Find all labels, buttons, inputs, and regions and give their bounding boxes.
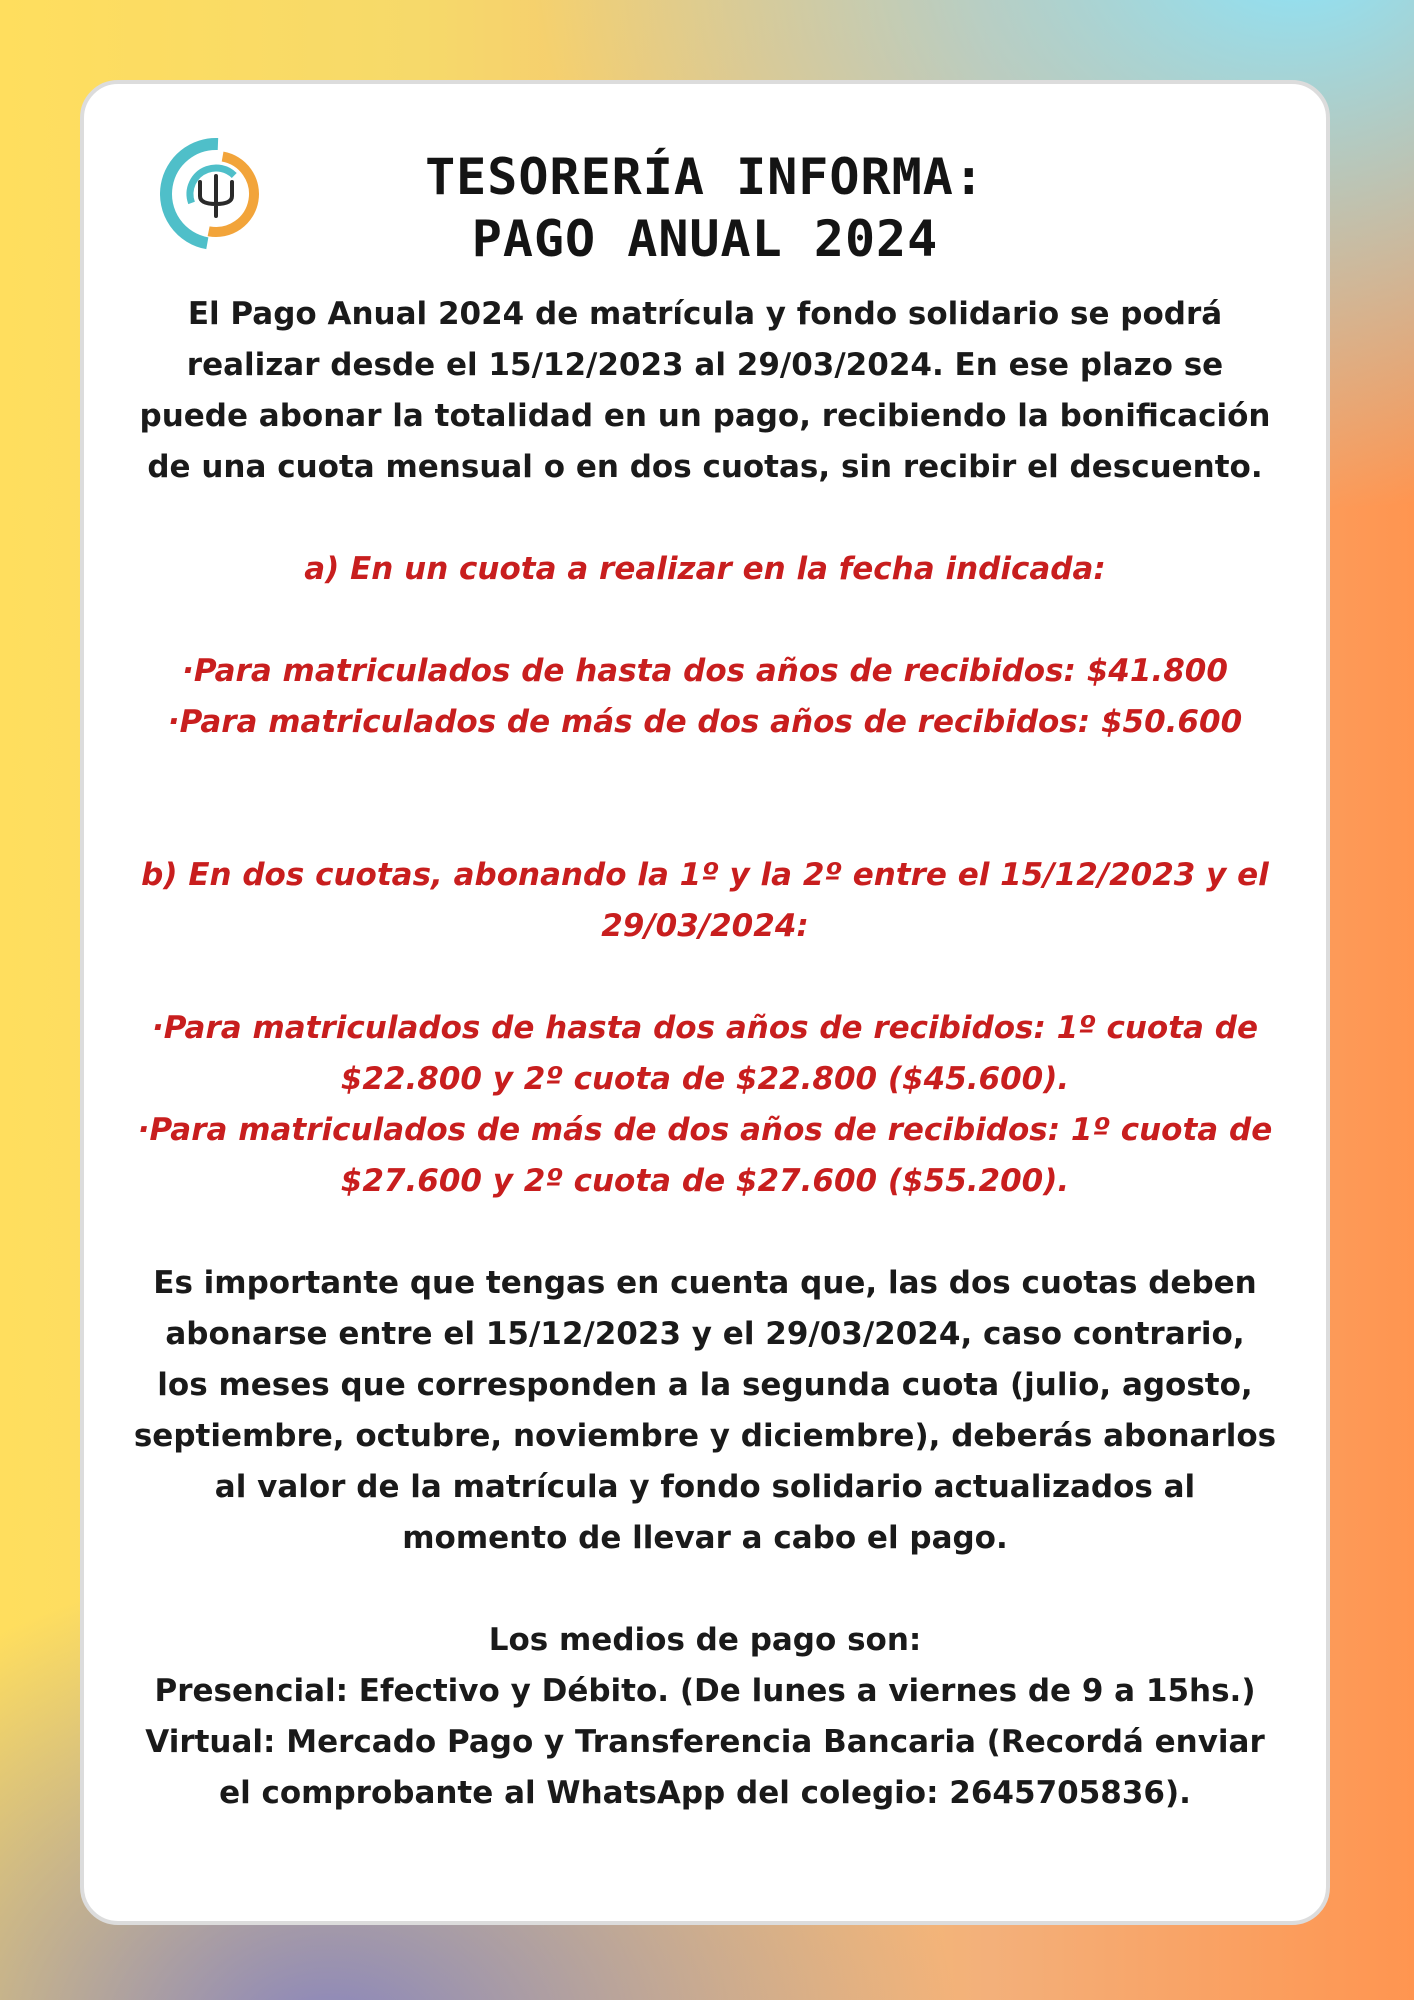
intro-line: puede abonar la totalidad en un pago, recibiendo la bonificación: [139, 398, 1271, 434]
option-a-item: ·Para matriculados de hasta dos años de recibidos: $41.800: [182, 653, 1228, 689]
option-b-item: ·Para matriculados de más de dos años de recibidos: 1º cuota de: [137, 1112, 1273, 1148]
option-b-heading: b) En dos cuotas, abonando la 1º y la 2º entre el 15/12/2023 y el: [141, 857, 1269, 893]
option-b-item: $22.800 y 2º cuota de $22.800 ($45.600).: [340, 1061, 1070, 1097]
announcement-body: [124, 289, 1286, 1819]
note-line: al valor de la matrícula y fondo solidario actualizados al: [214, 1469, 1196, 1505]
option-a-heading: a) En un cuota a realizar en la fecha indicada:: [304, 551, 1106, 587]
intro-line: de una cuota mensual o en dos cuotas, sin recibir el descuento.: [147, 449, 1263, 485]
announcement-card: [80, 80, 1330, 1925]
page-title: [84, 146, 1326, 270]
title-line-2: PAGO ANUAL 2024: [471, 210, 939, 268]
option-b-heading: 29/03/2024:: [601, 908, 809, 944]
note-line: Es importante que tengas en cuenta que, las dos cuotas deben: [153, 1265, 1257, 1301]
option-b-item: $27.600 y 2º cuota de $27.600 ($55.200).: [340, 1163, 1070, 1199]
payment-line: Virtual: Mercado Pago y Transferencia Bancaria (Recordá enviar: [145, 1724, 1265, 1760]
option-a-item: ·Para matriculados de más de dos años de recibidos: $50.600: [167, 704, 1243, 740]
intro-line: realizar desde el 15/12/2023 al 29/03/2024. En ese plazo se: [186, 347, 1224, 383]
note-line: los meses que corresponden a la segunda cuota (julio, agosto,: [157, 1367, 1253, 1403]
intro-line: El Pago Anual 2024 de matrícula y fondo solidario se podrá: [187, 296, 1223, 332]
option-b-item: ·Para matriculados de hasta dos años de recibidos: 1º cuota de: [152, 1010, 1258, 1046]
title-line-1: TESORERÍA INFORMA:: [425, 148, 985, 206]
note-line: septiembre, octubre, noviembre y diciembre), deberás abonarlos: [133, 1418, 1277, 1454]
payment-line: el comprobante al WhatsApp del colegio: 2645705836).: [219, 1775, 1191, 1811]
payment-line: Presencial: Efectivo y Débito. (De lunes a viernes de 9 a 15hs.): [154, 1673, 1256, 1709]
note-line: abonarse entre el 15/12/2023 y el 29/03/2024, caso contrario,: [165, 1316, 1245, 1352]
note-line: momento de llevar a cabo el pago.: [402, 1520, 1008, 1556]
payment-heading: Los medios de pago son:: [488, 1622, 922, 1658]
